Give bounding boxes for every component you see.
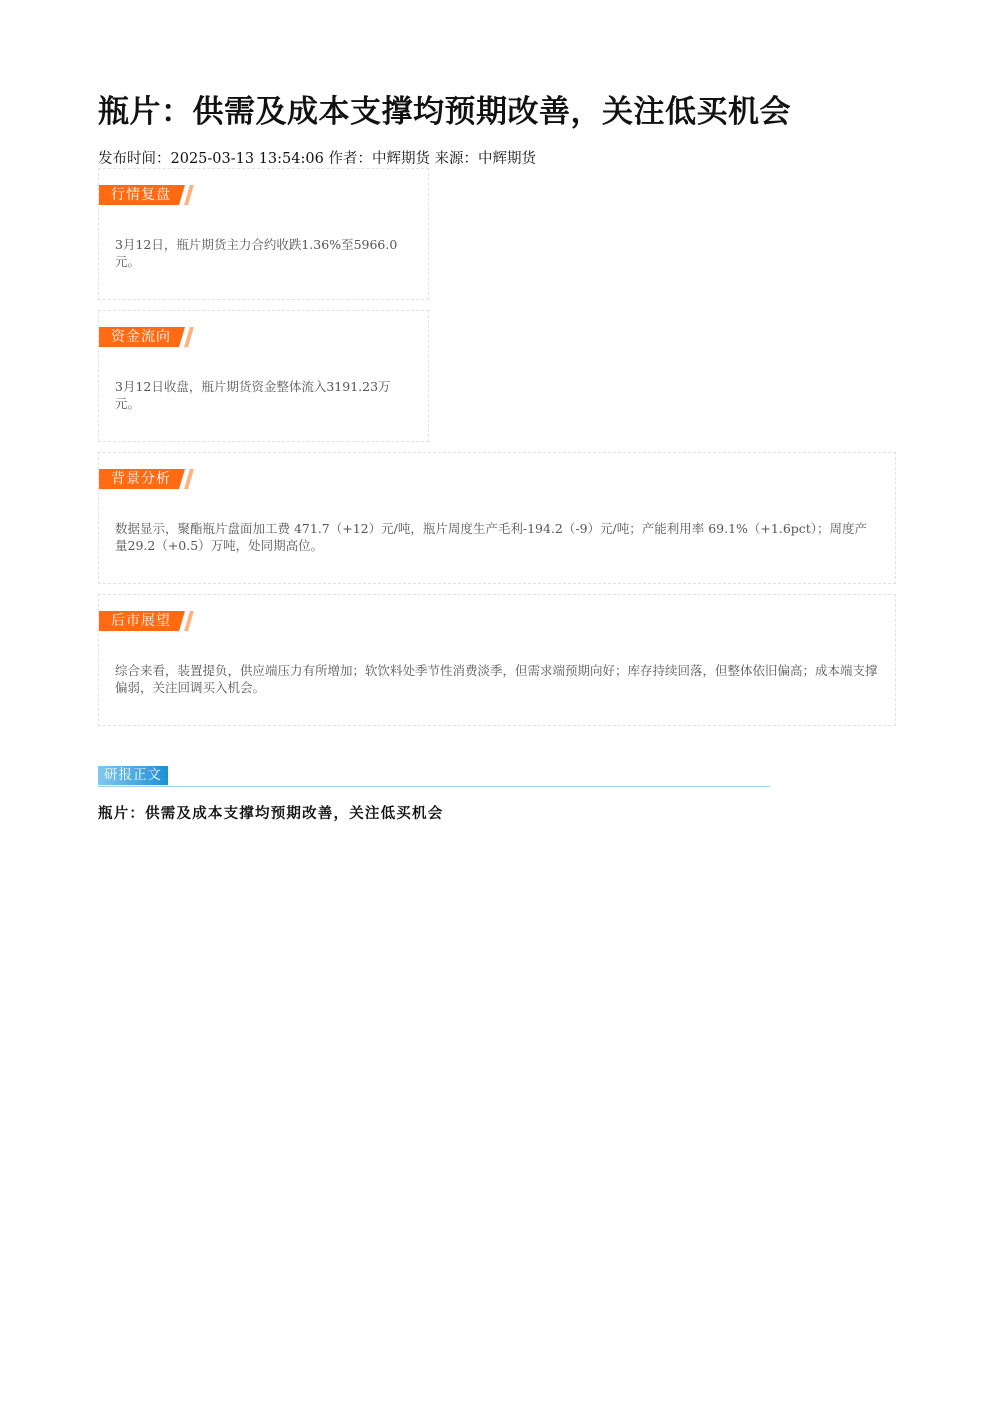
section-tag-label: 行情复盘 xyxy=(99,185,179,205)
report-body-tag: 研报正文 xyxy=(98,766,168,785)
section-text: 3月12日收盘，瓶片期货资金整体流入3191.23万元。 xyxy=(115,379,391,411)
section-market-review xyxy=(98,168,429,300)
section-tag-label: 后市展望 xyxy=(99,611,179,631)
section-tag xyxy=(99,611,191,631)
section-tag-label: 资金流向 xyxy=(99,327,179,347)
publish-meta: 发布时间：2025-03-13 13:54:06 作者：中辉期货 来源：中辉期货 xyxy=(98,151,537,167)
page-title: 瓶片：供需及成本支撑均预期改善，关注低买机会 xyxy=(98,94,791,130)
section-text: 3月12日，瓶片期货主力合约收跌1.36%至5966.0元。 xyxy=(115,237,398,269)
section-background-analysis xyxy=(98,452,896,584)
report-body-title: 瓶片：供需及成本支撑均预期改善，关注低买机会 xyxy=(98,805,444,822)
section-tag xyxy=(99,469,191,489)
report-body-header xyxy=(98,766,770,787)
section-outlook xyxy=(98,594,896,726)
section-tag xyxy=(99,185,191,205)
section-fund-flow xyxy=(98,310,429,442)
section-tag-label: 背景分析 xyxy=(99,469,179,489)
section-text: 综合来看，装置提负，供应端压力有所增加；软饮料处季节性消费淡季，但需求端预期向好；库存持续回落，但整体依旧偏高；成本端支撑偏弱，关注回调买入机会。 xyxy=(115,663,878,695)
section-tag xyxy=(99,327,191,347)
section-text: 数据显示，聚酯瓶片盘面加工费 471.7（+12）元/吨，瓶片周度生产毛利-194.2（-9）元/吨；产能利用率 69.1%（+1.6pct）；周度产量29.2（+0.5）万吨，处同期高位。 xyxy=(115,521,868,553)
